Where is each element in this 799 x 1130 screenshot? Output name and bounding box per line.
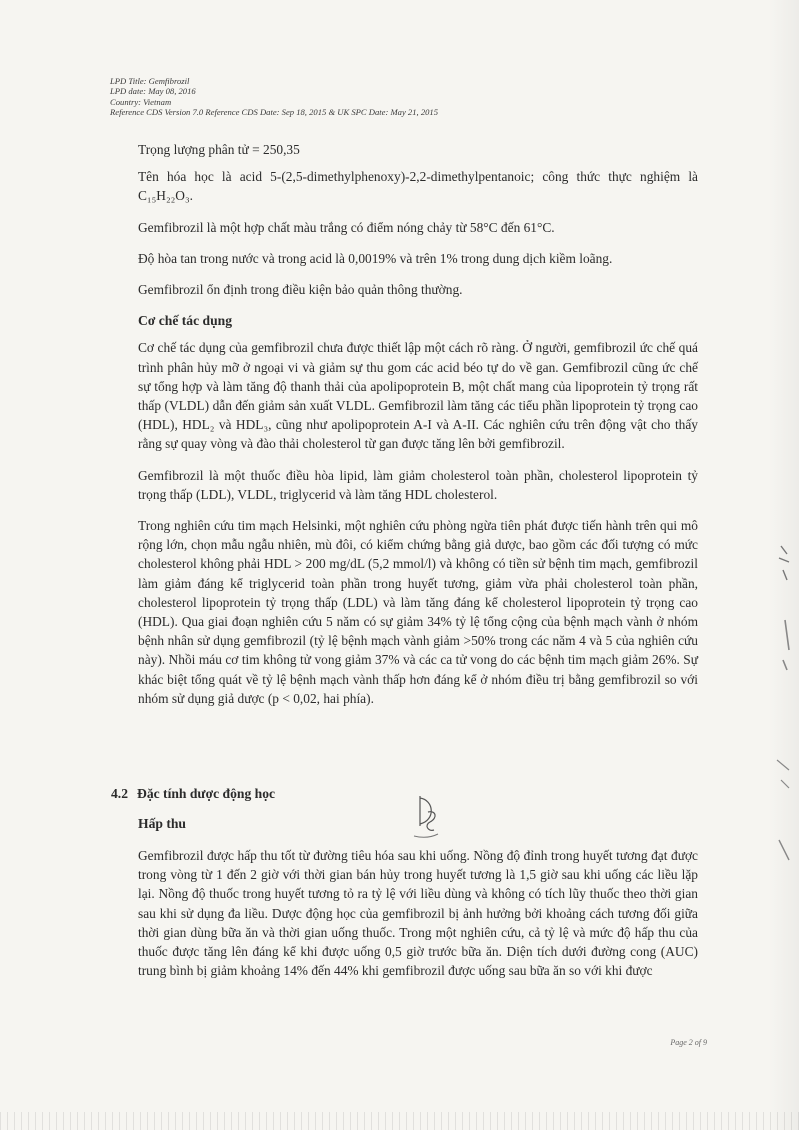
body-content [138, 140, 698, 720]
paragraph-lipid-regulator: Gemfibrozil là một thuốc điều hòa lipid, làm giảm cholesterol toàn phần, cholesterol lipoprotein tỷ trọng thấp (LDL), VLDL, triglycerid và làm tăng HDL cholesterol. [138, 467, 698, 502]
scan-artifact-bottom [0, 1112, 799, 1130]
paragraph-stability: Gemfibrozil ổn định trong điều kiện bảo quản thông thường. [138, 282, 463, 298]
section-heading [111, 786, 275, 802]
page-number: Page 2 of 9 [670, 1038, 707, 1047]
paragraph-molecular-weight: Trọng lượng phân tử = 250,35 [138, 142, 300, 157]
heading-mechanism: Cơ chế tác dụng [138, 313, 233, 329]
paragraph-mechanism: Cơ chế tác dụng của gemfibrozil chưa được thiết lập một cách rõ ràng. Ở người, gemfibrozil ức chế quá trình phân hủy mỡ ở ngoại vi và giảm sự thu gom các acid béo tự do về gan. Gemfibrozil cũng ức chế sự tổng hợp và làm tăng độ thanh thải của apolipoprotein B, một chất mang của lipoprotein tỷ trọng rất thấp (VLDL) dẫn đến giảm sản xuất VLDL. Gemfibrozil làm tăng các tiểu phần lipoprotein tỷ trọng cao (HDL), HDL₂ và HDL₃, cũng như apolipoprotein A-I và A-II. Các nghiên cứu trên động vật cho thấy rằng sự quay vòng và đào thải cholesterol từ gan được tăng lên bởi gemfibrozil. [138, 340, 698, 452]
paragraph-melting-point: Gemfibrozil là một hợp chất màu trắng có điểm nóng chảy từ 58°C đến 61°C. [138, 219, 555, 235]
scan-margin-marks [767, 540, 793, 890]
heading-absorption: Hấp thu [138, 816, 186, 831]
document-header [110, 76, 438, 118]
handwritten-initials [410, 792, 444, 847]
header-date: LPD date: May 08, 2016 [110, 86, 196, 97]
section-number: 4.2 [111, 786, 128, 801]
absorption-content [138, 846, 698, 980]
paragraph-helsinki-study: Trong nghiên cứu tim mạch Helsinki, một nghiên cứu phòng ngừa tiên phát được tiến hành trên qui mô rộng lớn, chọn mẫu ngẫu nhiên, mù đôi, có kiểm chứng bằng giả dược, bao gồm các đối tượng có mức cholesterol không phải HDL > 200 mg/dL (5,2 mmol/l) và không có tiền sử bệnh tim mạch, gemfibrozil làm giảm đáng kể triglycerid toàn phần trong huyết tương, giảm vừa phải cholesterol toàn phần, cholesterol lipoprotein tỷ trọng thấp (LDL) và làm tăng đáng kể cholesterol lipoprotein tỷ trọng cao (HDL). Qua giai đoạn nghiên cứu 5 năm có sự giảm 34% tỷ lệ tổng cộng của bệnh mạch vành ở nhóm bệnh nhân sử dụng gemfibrozil (tỷ lệ bệnh mạch vành giảm >50% trong các năm 4 và 5 của nghiên cứu này). Nhồi máu cơ tim không tử vong giảm 37% và các ca tử vong do các bệnh tim mạch giảm 26%. Sự khác biệt tổng quát về tỷ lệ bệnh mạch vành thấp hơn đáng kể ở nhóm điều trị bằng gemfibrozil so với nhóm sử dụng giả dược (p < 0,02, hai phía). [138, 518, 698, 706]
paragraph-chemical-name: Tên hóa học là acid 5-(2,5-dimethylphenoxy)-2,2-dimethylpentanoic; công thức thực nghiệm là C₁₅H₂₂O₃. [138, 169, 698, 204]
section-title: Đặc tính dược động học [137, 786, 276, 801]
paragraph-solubility: Độ hòa tan trong nước và trong acid là 0,0019% và trên 1% trong dung dịch kiềm loãng. [138, 250, 613, 266]
header-title: LPD Title: Gemfibrozil [110, 76, 190, 86]
paragraph-absorption: Gemfibrozil được hấp thu tốt từ đường tiêu hóa sau khi uống. Nồng độ đỉnh trong huyết tương đạt được trong vòng từ 1 đến 2 giờ với thời gian bán hủy trong huyết tương là 1,5 giờ sau khi uống các liều lặp lại. Nồng độ thuốc trong huyết tương tỏ ra tỷ lệ với liều dùng và không có tích lũy thuốc theo thời gian sau khi sử dụng đa liều. Dược động học của gemfibrozil bị ảnh hưởng bởi khoảng cách tương đối giữa thời gian dùng bữa ăn và thời gian uống thuốc. Trong một nghiên cứu, cả tỷ lệ và mức độ hấp thu của thuốc được tăng lên đáng kể khi được uống 0,5 giờ trước bữa ăn. Diện tích dưới đường cong (AUC) trung bình bị giảm khoảng 14% đến 44% khi gemfibrozil được uống sau bữa ăn so với khi được [138, 848, 698, 979]
header-reference: Reference CDS Version 7.0 Reference CDS Date: Sep 18, 2015 & UK SPC Date: May 21, 2015 [110, 107, 439, 118]
header-country: Country: Vietnam [110, 96, 172, 107]
